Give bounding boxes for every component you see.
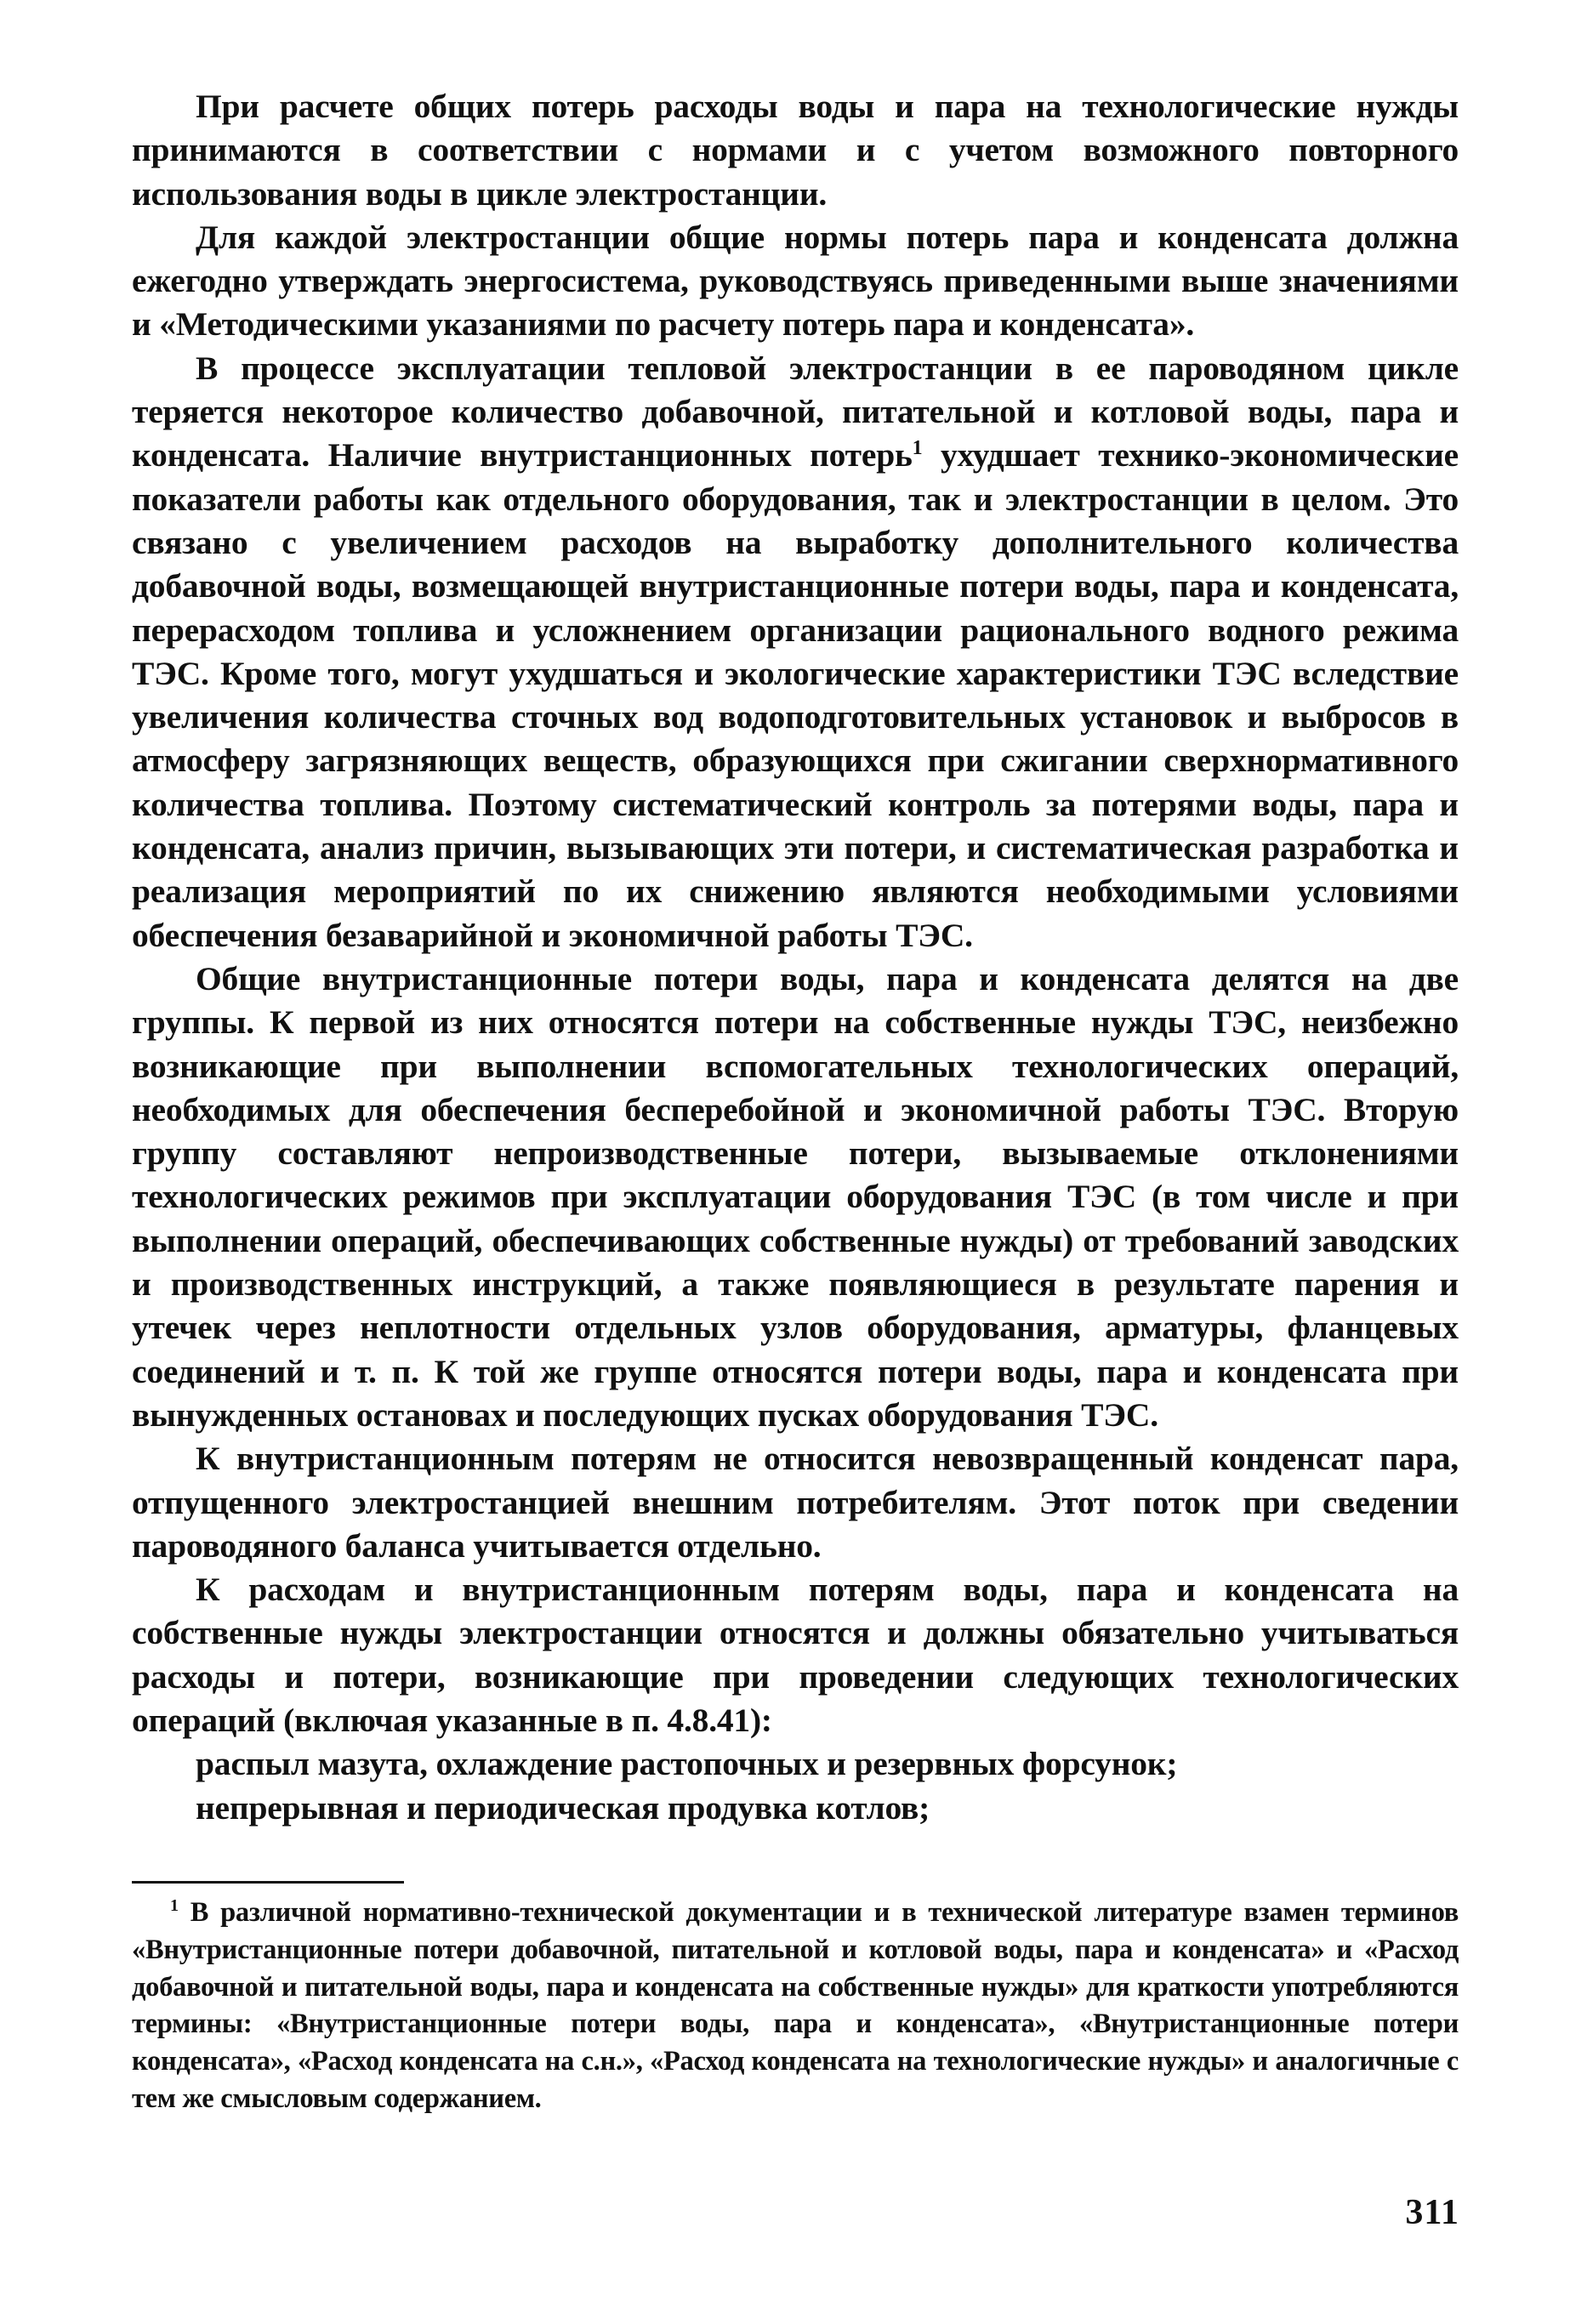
list-item-2: непрерывная и периодическая продувка котлов;: [196, 1788, 930, 1827]
paragraph-3-part-1: В процессе эксплуатации тепловой электростанции в ее пароводяном цикле теряется некоторое количество добавочной, питательной и котловой воды, пара и конденсата. Наличие внутристанционных потерь: [132, 349, 1459, 474]
paragraph-1: При расчете общих потерь расходы воды и пара на технологические нужды принимаются в соответствии с нормами и с учетом возможного повторного использования воды в цикле электростанции.: [132, 88, 1459, 213]
footnote-marker: 1: [170, 1896, 179, 1916]
list-item-1: распыл мазута, охлаждение растопочных и резервных форсунок;: [196, 1745, 1178, 1783]
footnote-reference: 1: [912, 437, 923, 460]
page-number: 311: [1405, 2193, 1459, 2232]
main-text: [132, 85, 1459, 1830]
footnote-text: В различной нормативно-технической документации и в технической литературе взамен терминов «Внутристанционные потери добавочной, питательной и котловой воды, пара и конденсата» и «Расход добавочной и питательной воды, пара и конденсата на собственные нужды» для краткости употребляются термины: «Внутристанционные потери воды, пара и конденсата», «Внутристанционные потери конденсата», «Расход конденсата на с.н.», «Расход конденсата на технологические нужды» и аналогичные с тем же смысловым содержанием.: [132, 1897, 1459, 2114]
paragraph-6: К расходам и внутристанционным потерям воды, пара и конденсата на собственные нужды электростанции относятся и должны обязательно учитываться расходы и потери, возникающие при проведении следующих технологических операций (включая указанные в п. 4.8.41):: [132, 1571, 1459, 1739]
footnote: [132, 1895, 1459, 2118]
paragraph-4: Общие внутристанционные потери воды, пара и конденсата делятся на две группы. К первой из них относятся потери на собственные нужды ТЭС, неизбежно возникающие при выполнении вспомогательных технологических операций, необходимых для обеспечения бесперебойной и экономичной работы ТЭС. Вторую группу составляют непроизводственные потери, вызываемые отклонениями технологических режимов при эксплуатации оборудования ТЭС (в том числе и при выполнении операций, обеспечивающих собственные нужды) от требований заводских и производственных инструкций, а также появляющиеся в результате парения и утечек через неплотности отдельных узлов оборудования, арматуры, фланцевых соединений и т. п. К той же группе относятся потери воды, пара и конденсата при вынужденных остановах и последующих пусках оборудования ТЭС.: [132, 959, 1459, 1434]
footnote-divider: [132, 1881, 404, 1884]
paragraph-2: Для каждой электростанции общие нормы потерь пара и конденсата должна ежегодно утверждать энергосистема, руководствуясь приведенными выше значениями и «Методическими указаниями по расчету потерь пара и конденсата».: [132, 218, 1459, 344]
paragraph-5: К внутристанционным потерям не относится невозвращенный конденсат пара, отпущенного электростанцией внешним потребителям. Этот поток при сведении пароводяного баланса учитывается отдельно.: [132, 1440, 1459, 1565]
paragraph-3: [132, 347, 1459, 957]
paragraph-3-part-2: ухудшает технико-экономические показатели работы как отдельного оборудования, так и электростанции в целом. Это связано с увеличением расходов на выработку дополнительного количества добавочной воды, возмещающей внутристанционные потери воды, пара и конденсата, перерасходом топлива и усложнением организации рационального водного режима ТЭС. Кроме того, могут ухудшаться и экологические характеристики ТЭС вследствие увеличения количества сточных вод водоподготовительных установок и выбросов в атмосферу загрязняющих веществ, образующихся при сжигании сверхнормативного количества топлива. Поэтому систематический контроль за потерями воды, пара и конденсата, анализ причин, вызывающих эти потери, и систематическая разработка и реализация мероприятий по их снижению являются необходимыми условиями обеспечения безаварийной и экономичной работы ТЭС.: [132, 436, 1459, 954]
